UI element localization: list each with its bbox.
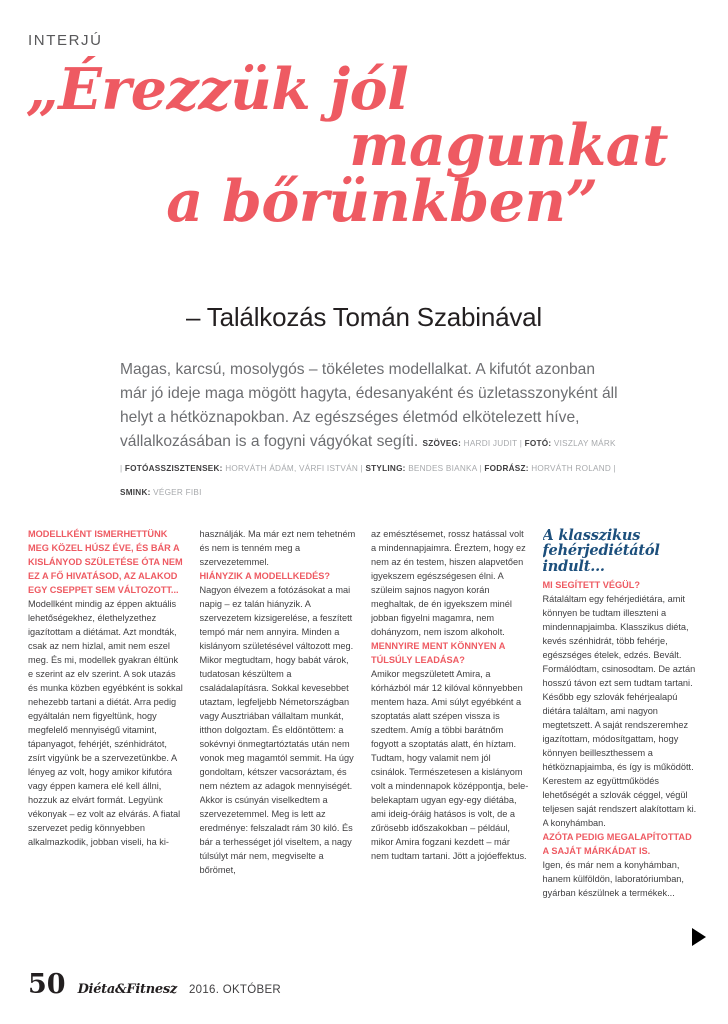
interview-question: HIÁNYZIK A MODELLKEDÉS? [199, 570, 330, 581]
article-column-3 [371, 528, 529, 948]
page-title [26, 56, 698, 235]
article-column-2 [200, 528, 358, 948]
credit-value-fodrasz: HORVÁTH ROLAND [531, 463, 612, 473]
interview-answer-continued: használják. Ma már ezt nem tehetném és nem is tenném meg a szervezetemmel. [199, 529, 356, 567]
credit-label-fodrasz: FODRÁSZ: [484, 463, 529, 473]
interview-question: MI SEGÍTETT VÉGÜL? [542, 580, 640, 591]
continuation-arrow-icon [692, 928, 706, 946]
pull-quote: A klasszikus fehérjediétától indult... [542, 528, 660, 575]
interview-answer: Igen, és már nem a konyhámban, hanem külföldön, laboratóriumban, gyárban készülnek a termékek... [542, 859, 684, 898]
headline-line-3: a bőrünkben” [166, 167, 598, 235]
lead-text: Magas, karcsú, mosolygós – tökéletes modellalkat. A kifutót azonban már jó ideje maga mögött hagyta, édesanyaként és üzletasszonyként áll helyt a hétköznapokban. Az egészséges életmód elkötelezett híve, vállalkozásában is a fogyni vágyókat segíti. [120, 361, 618, 451]
credit-value-szoveg: HARDI JUDIT [463, 439, 518, 449]
page-footer [28, 971, 281, 998]
credit-label-styling: STYLING: [365, 463, 406, 473]
credit-value-foto: VISZLAY MÁRK [553, 439, 616, 449]
interview-question: MODELLKÉNT ISMERHETTÜNK MEG KÖZEL HÚSZ ÉVE, ÉS BÁR A KISLÁNYOD SZÜLETÉSE ÓTA NEM EZ A FŐ HIVATÁSOD, AZ ALAKOD EGY CSEPPET SEM VÁLTOZOTT... [28, 529, 183, 595]
interview-answer: Modellként mindig az éppen aktuális lehetőségekhez, élethelyzethez igazítottam a diétámat. Azt mondták, csak az nem hizlal, amit nem eszel meg. És mi, modellek gyakran éltünk e szerint az elv szerint. A sok utazás és munka közben egyébként is sokkal nehezebb tartani a diétát. Arra pedig egyáltalán nem figyeltünk, hogy megfelelő mennyiségű vitamint, tápanyagot, fehérjét, szénhidrátot, zsírt vigyünk be a szervezetünkbe. A lényeg az volt, hogy amikor kifutóra vagy éppen kamera elé kell állni, hozzuk az elvárt formát. Legyünk vékonyak – ez volt az elvárás. A fiatal szervezet pedig könnyebben alkalmazkodik, jobban viseli, ha ki- [28, 598, 183, 847]
interview-answer: Nagyon élvezem a fotózásokat a mai napig – ez talán hiányzik. A szervezetem kizsigerelése, a feszített tempó már nem annyira. Minden a kislányom születésével változott meg. Mikor megtudtam, hogy babát várok, tudatosan készültem a családalapításra. Sokkal kevesebbet utaztam, legfeljebb Németországban vagy Ausztriában vállaltam munkát, itthon dolgoztam. És eldöntöttem: a sokévnyi önmegtartóztatás után nem vonok meg magamtól semmit. Ha úgy gondoltam, kétszer vacsoráztam, és nem néztem az adagok mennyiségét. Akkor is csúnyán viselkedtem a szervezetemmel. Meg is lett az eredménye: felszaladt rám 30 kiló. És bár a terhességet jól viseltem, a nagy túlsúlyt már nem, megviselte a bőrömet, [199, 584, 354, 875]
section-kicker: INTERJÚ [28, 32, 103, 49]
credit-value-fotoasszisztensek: HORVÁTH ÁDÁM, VÁRFI ISTVÁN [225, 463, 359, 473]
interview-question: MENNYIRE MENT KÖNNYEN A TÚLSÚLY LEADÁSA? [371, 640, 506, 665]
article-column-1 [28, 528, 186, 948]
article-column-4 [543, 528, 701, 948]
article-columns [28, 528, 700, 948]
credit-label-szoveg: SZÖVEG: [422, 439, 462, 449]
issue-date: 2016. OKTÓBER [188, 984, 282, 996]
headline-line-2: magunkat [349, 111, 668, 179]
interview-question: AZÓTA PEDIG MEGALAPÍTOTTAD A SAJÁT MÁRKÁDAT IS. [542, 831, 692, 856]
magazine-name: Diéta&Fitnesz [77, 982, 177, 997]
headline-line-1: „Érezzük jól [26, 56, 409, 123]
page-number: 50 [28, 969, 66, 1000]
credit-label-fotoasszisztensek: FOTÓASSZISZTENSEK: [124, 463, 223, 473]
interview-answer: Rátaláltam egy fehérjediétára, amit könnyen be tudtam illeszteni a mindennapjaimba. Klasszikus diéta, kevés szénhidrát, több fehérje, egészséges ételek, edzés. Bevált. Formálódtam, csinosodtam. De aztán hosszú távon ezt sem tudtam tartani. Később egy szlovák fehérjealapú diétára találtam, ami nagyon megtetszett. A saját rendszeremhez igazítottam, módosítgattam, hogy könnyen beilleszthessem a hétköznapjaimba, és így is működött. Kerestem az együttműködés lehetőségét a szlovák céggel, végül teljesen saját rendszert alakítottam ki. A konyhámban. [542, 594, 697, 828]
page-subtitle: – Találkozás Tomán Szabinával [185, 302, 543, 332]
interview-answer-continued: az emésztésemet, rossz hatással volt a mindennapjaimra. Éreztem, hogy ez nem az én testem, hiszen alapvetően igyekszem egészségesen élni. A szüleim sajnos nagyon korán meghaltak, de én igyekszem minél jobban figyelni magamra, nem dohányzom, nem iszom alkoholt. [371, 529, 526, 637]
credit-value-styling: BENDES BIANKA [408, 463, 477, 473]
credit-label-smink: SMINK: [120, 487, 151, 497]
lead-paragraph [120, 358, 620, 503]
credit-label-foto: FOTÓ: [524, 439, 552, 449]
credits-line: SZÖVEG: HARDI JUDIT | FOTÓ: VISZLAY MÁRK | FOTÓASSZISZTENSEK: HORVÁTH ÁDÁM, VÁRFI ISTVÁN | STYLING: BENDES BIANKA | FODRÁSZ: HORVÁTH ROLAND | SMINK: VÉGER FIBI [120, 439, 616, 497]
interview-answer: Amikor megszületett Amira, a kórházból már 12 kilóval könnyebben mentem haza. Ami súlyt egyébként a szoptatás alatt szépen vissza is szedtem. Amíg a többi barátnőm fogyott a szoptatás alatt, én híztam. Tudtam, hogy valamit nem jól csinálok. Természetesen a kislányom volt a mindennapok középpontja, bele-belekaptam ugyan egy-egy diétába, ami ideig-óráig hatásos is volt, de a zűrösebb időszakokban – például, mikor Amira fogzani kezdett – már nem tudtam tartani. Jött a jojóeffektus. [371, 668, 529, 861]
credit-value-smink: VÉGER FIBI [153, 487, 202, 497]
